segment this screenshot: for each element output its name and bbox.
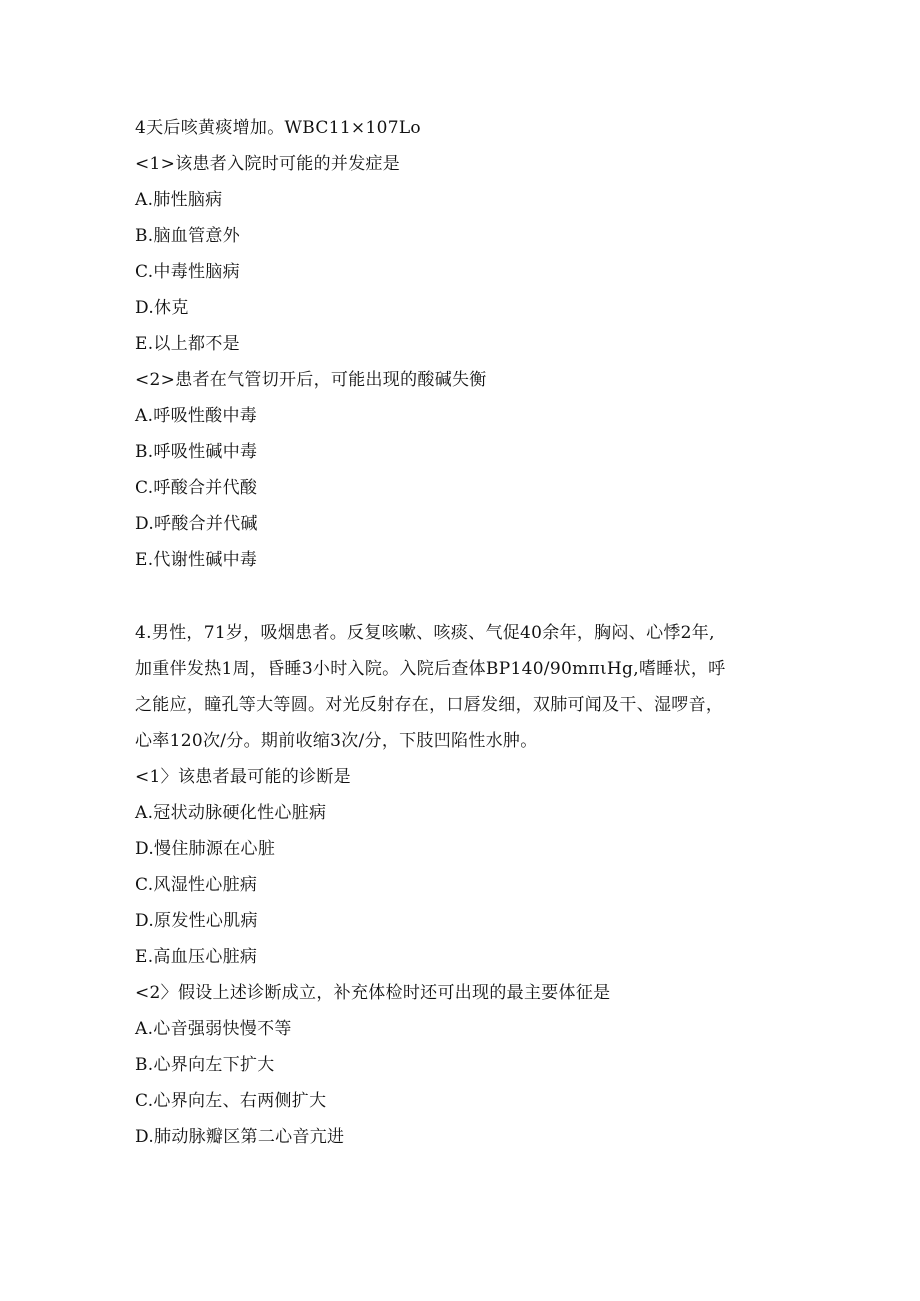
answer-option: D.呼酸合并代碱 (135, 514, 258, 534)
case-text-line: 之能应，瞳孔等大等圆。对光反射存在，口唇发细，双肺可闻及干、湿啰音， (135, 695, 724, 715)
answer-option: E.代谢性碱中毒 (135, 550, 258, 570)
answer-option: A.冠状动脉硬化性心脏病 (135, 803, 327, 823)
answer-option: C.中毒性脑病 (135, 262, 240, 282)
answer-option: A.呼吸性酸中毒 (135, 406, 258, 426)
answer-option: B.呼吸性碱中毒 (135, 442, 258, 462)
answer-option: D.肺动脉瓣区第二心音亢进 (135, 1127, 345, 1147)
question-3-continuation (135, 110, 815, 578)
answer-option: E.以上都不是 (135, 334, 240, 354)
answer-option: D.原发性心肌病 (135, 911, 258, 931)
case-text-line: 加重伴发热1周，昏睡3小时入院。入院后查体BP140/90mπιHg,嗜睡状，呼 (135, 659, 726, 679)
answer-option: C.风湿性心脏病 (135, 875, 258, 895)
answer-option: B.脑血管意外 (135, 226, 240, 246)
sub-question: <1〉该患者最可能的诊断是 (135, 767, 351, 787)
answer-option: D.休克 (135, 298, 189, 318)
sub-question: <1>该患者入院时可能的并发症是 (135, 154, 401, 174)
answer-option: C.呼酸合并代酸 (135, 478, 258, 498)
answer-option: A.肺性脑病 (135, 190, 223, 210)
answer-option: E.高血压心脏病 (135, 947, 258, 967)
question-4 (135, 615, 815, 1155)
answer-option: A.心音强弱快慢不等 (135, 1019, 292, 1039)
answer-option: B.心界向左下扩大 (135, 1055, 275, 1075)
answer-option: C.心界向左、右两侧扩大 (135, 1091, 327, 1111)
case-text-line: 4.男性，71岁，吸烟患者。反复咳嗽、咳痰、气促40余年，胸闷、心悸2年, (135, 623, 715, 643)
case-text-line: 心率120次/分。期前收缩3次/分，下肢凹陷性水肿。 (135, 731, 538, 751)
sub-question: <2>患者在气管切开后，可能出现的酸碱失衡 (135, 370, 487, 390)
case-text-line: 4天后咳黄痰增加。WBC11×107Lo (135, 118, 421, 138)
sub-question: <2〉假设上述诊断成立，补充体检时还可出现的最主要体征是 (135, 983, 611, 1003)
answer-option: D.慢住肺源在心脏 (135, 839, 276, 859)
